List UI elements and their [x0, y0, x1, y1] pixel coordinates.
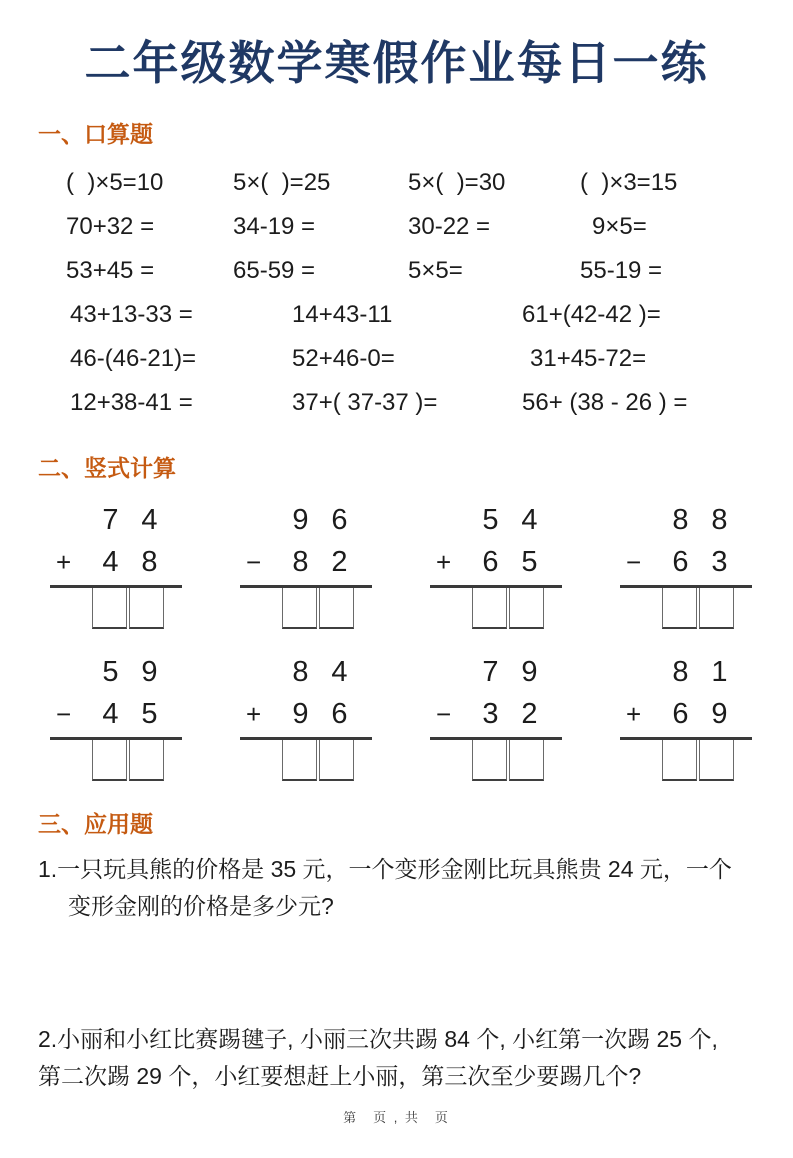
answer-boxes — [472, 588, 562, 629]
digit: 7 — [102, 504, 119, 537]
top-operand — [430, 499, 562, 541]
digit: 4 — [331, 656, 348, 689]
answer-box — [92, 740, 127, 781]
answer-box — [662, 588, 697, 629]
oral-problem: 12+38-41 = — [70, 389, 193, 417]
bottom-operand — [620, 693, 752, 735]
digit: 6 — [672, 546, 689, 579]
digit: 4 — [102, 546, 119, 579]
digit: 7 — [482, 656, 499, 689]
digit: 5 — [141, 698, 158, 731]
answer-boxes — [472, 740, 562, 781]
sum-line — [50, 585, 182, 629]
word-problem-1-line-2: 变形金刚的价格是多少元? — [68, 893, 334, 920]
answer-boxes — [282, 588, 372, 629]
operator-sign: − — [246, 547, 262, 578]
oral-problem: 52+46-0= — [292, 345, 395, 373]
oral-grid-3col — [0, 293, 793, 425]
oral-problem: 5×( )=25 — [233, 169, 331, 197]
answer-box — [282, 588, 317, 629]
digit: 5 — [102, 656, 119, 689]
digit: 1 — [711, 656, 728, 689]
bottom-operand — [430, 693, 562, 735]
top-operand — [240, 651, 372, 693]
answer-box — [472, 740, 507, 781]
digit: 9 — [141, 656, 158, 689]
oral-problem: 43+13-33 = — [70, 301, 193, 329]
oral-problem: 9×5= — [592, 213, 647, 241]
oral-problem: 5×5= — [408, 257, 463, 285]
digit: 6 — [482, 546, 499, 579]
answer-boxes — [282, 740, 372, 781]
operator-sign: + — [626, 699, 642, 730]
sum-line — [430, 737, 562, 781]
top-operand — [620, 651, 752, 693]
vertical-problems-grid — [0, 499, 793, 781]
bottom-operand — [240, 541, 372, 583]
answer-box — [662, 740, 697, 781]
answer-box — [319, 740, 354, 781]
operator-sign: + — [246, 699, 262, 730]
oral-problem: 30-22 = — [408, 213, 491, 241]
operator-sign: − — [626, 547, 642, 578]
section-heading-word: 三、应用题 — [38, 811, 153, 838]
answer-box — [129, 588, 164, 629]
top-operand — [620, 499, 752, 541]
bottom-operand — [620, 541, 752, 583]
answer-boxes — [662, 740, 752, 781]
word-problems — [38, 851, 755, 1095]
section-heading-vertical: 二、竖式计算 — [38, 455, 176, 482]
digit: 9 — [711, 698, 728, 731]
oral-problem: 70+32 = — [66, 213, 155, 241]
digit: 6 — [331, 698, 348, 731]
worksheet-page — [0, 36, 793, 1158]
bottom-operand — [50, 541, 182, 583]
oral-problem: 46-(46-21)= — [70, 345, 197, 373]
oral-problem: 31+45-72= — [530, 345, 647, 373]
top-operand — [430, 651, 562, 693]
digit: 3 — [711, 546, 728, 579]
digit: 9 — [292, 504, 309, 537]
digit: 6 — [331, 504, 348, 537]
answer-box — [319, 588, 354, 629]
answer-box — [92, 588, 127, 629]
oral-problem: 5×( )=30 — [408, 169, 506, 197]
operator-sign: + — [436, 547, 452, 578]
answer-box — [509, 740, 544, 781]
oral-problem: 65-59 = — [233, 257, 316, 285]
oral-problem: 14+43-11 — [292, 301, 393, 329]
digit: 4 — [141, 504, 158, 537]
digit: 2 — [331, 546, 348, 579]
answer-box — [129, 740, 164, 781]
word-problem-2-line-1: 2.小丽和小红比赛踢毽子, 小丽三次共踢 84 个, 小红第一次踢 25 个, — [38, 1026, 718, 1053]
sum-line — [240, 737, 372, 781]
oral-problem: ( )×3=15 — [580, 169, 678, 197]
sum-line — [240, 585, 372, 629]
digit: 8 — [292, 656, 309, 689]
answer-boxes — [92, 740, 182, 781]
sum-line — [430, 585, 562, 629]
top-operand — [50, 651, 182, 693]
oral-problem: 53+45 = — [66, 257, 155, 285]
digit: 2 — [521, 698, 538, 731]
vertical-problem-7 — [430, 651, 562, 781]
top-operand — [50, 499, 182, 541]
oral-problem: 56+ (38 - 26 ) = — [522, 389, 688, 417]
vertical-problem-5 — [50, 651, 182, 781]
answer-box — [282, 740, 317, 781]
bottom-operand — [240, 693, 372, 735]
digit: 8 — [711, 504, 728, 537]
sum-line — [620, 585, 752, 629]
answer-boxes — [92, 588, 182, 629]
top-operand — [240, 499, 372, 541]
digit: 9 — [292, 698, 309, 731]
digit: 5 — [482, 504, 499, 537]
vertical-problem-8 — [620, 651, 752, 781]
answer-box — [699, 740, 734, 781]
digit: 8 — [672, 504, 689, 537]
oral-grid-4col — [0, 161, 793, 293]
oral-problem: 37+( 37-37 )= — [292, 389, 438, 417]
digit: 6 — [672, 698, 689, 731]
vertical-problem-4 — [620, 499, 752, 629]
bottom-operand — [50, 693, 182, 735]
digit: 5 — [521, 546, 538, 579]
oral-problem: ( )×5=10 — [66, 169, 164, 197]
answer-box — [472, 588, 507, 629]
answer-box — [699, 588, 734, 629]
digit: 8 — [141, 546, 158, 579]
answer-boxes — [662, 588, 752, 629]
sum-line — [620, 737, 752, 781]
digit: 4 — [521, 504, 538, 537]
digit: 8 — [672, 656, 689, 689]
bottom-operand — [430, 541, 562, 583]
answer-box — [509, 588, 544, 629]
vertical-problem-6 — [240, 651, 372, 781]
vertical-problem-2 — [240, 499, 372, 629]
page-title: 二年级数学寒假作业每日一练 — [84, 37, 709, 89]
digit: 3 — [482, 698, 499, 731]
operator-sign: − — [56, 699, 72, 730]
section-heading-oral: 一、口算题 — [38, 121, 153, 148]
digit: 9 — [521, 656, 538, 689]
operator-sign: + — [56, 547, 72, 578]
oral-problem: 61+(42-42 )= — [522, 301, 661, 329]
vertical-problem-3 — [430, 499, 562, 629]
operator-sign: − — [436, 699, 452, 730]
word-problem-2-line-2: 第二次踢 29 个，小红要想赶上小丽，第三次至少要踢几个? — [38, 1063, 642, 1090]
oral-problem: 55-19 = — [580, 257, 663, 285]
page-footer: 第 页 , 共 页 — [343, 1110, 450, 1125]
vertical-problem-1 — [50, 499, 182, 629]
digit: 4 — [102, 698, 119, 731]
digit: 8 — [292, 546, 309, 579]
word-problem-1-line-1: 1.一只玩具熊的价格是 35 元，一个变形金刚比玩具熊贵 24 元，一个 — [38, 856, 732, 883]
oral-problem: 34-19 = — [233, 213, 316, 241]
sum-line — [50, 737, 182, 781]
